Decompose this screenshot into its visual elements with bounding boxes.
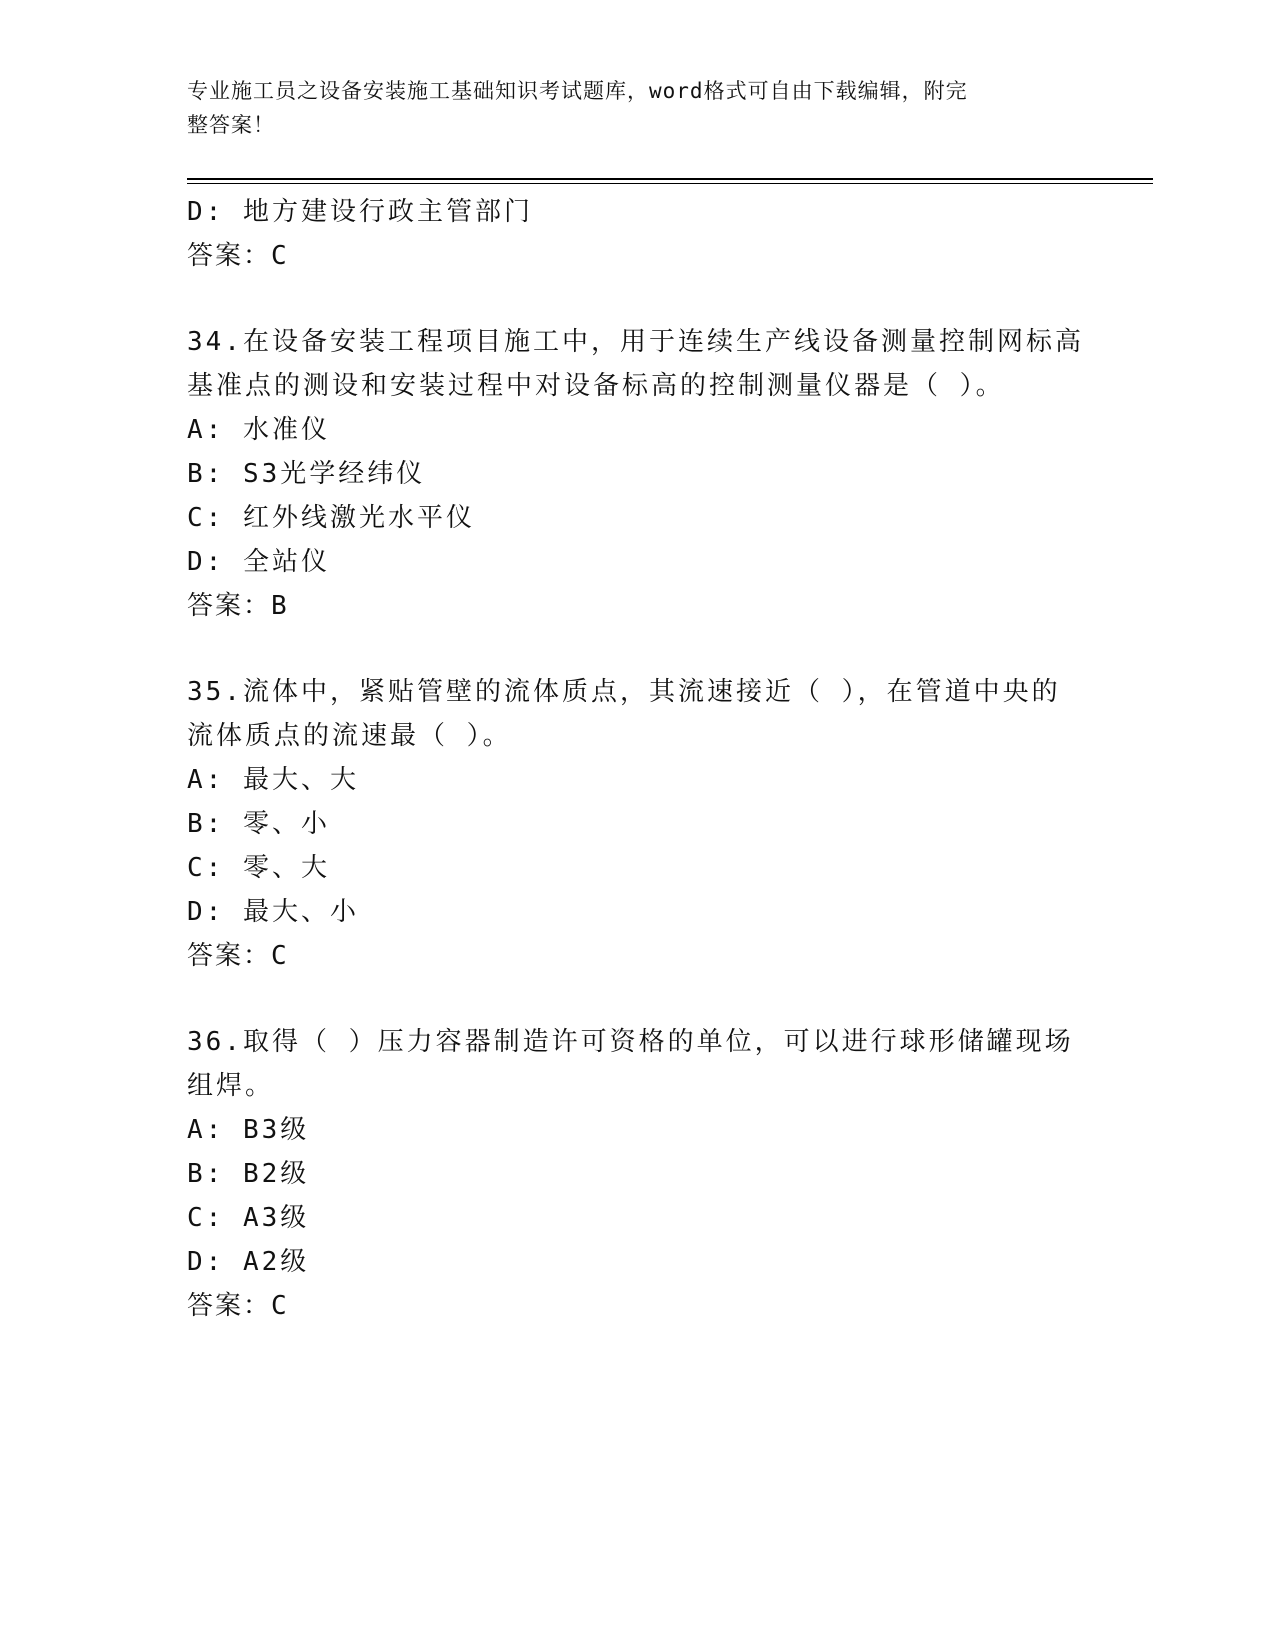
question-34-option-b: B: S3光学经纬仪 bbox=[187, 459, 426, 489]
header-divider-thick bbox=[187, 178, 1153, 180]
document-header bbox=[187, 74, 1087, 142]
question-34-option-a: A: 水准仪 bbox=[187, 415, 330, 445]
question-36-option-d: D: A2级 bbox=[187, 1247, 310, 1277]
question-35-option-d: D: 最大、小 bbox=[187, 897, 359, 927]
question-35-option-a: A: 最大、大 bbox=[187, 765, 359, 795]
question-35-option-c: C: 零、大 bbox=[187, 853, 330, 883]
question-36-option-c: C: A3级 bbox=[187, 1203, 310, 1233]
question-36-answer: 答案：C bbox=[187, 1291, 289, 1321]
question-36-option-a: A: B3级 bbox=[187, 1115, 310, 1145]
question-34-stem-line-2: 基准点的测设和安装过程中对设备标高的控制测量仪器是（ ）。 bbox=[187, 371, 1005, 401]
question-36-stem-line-2: 组焊。 bbox=[187, 1071, 275, 1101]
question-34-answer: 答案：B bbox=[187, 591, 289, 621]
question-34-option-c: C: 红外线激光水平仪 bbox=[187, 503, 475, 533]
question-35-stem-line-1: 35.流体中，紧贴管壁的流体质点，其流速接近（ ），在管道中央的 bbox=[187, 677, 1061, 707]
question-36-stem-line-1: 36.取得（ ）压力容器制造许可资格的单位，可以进行球形储罐现场 bbox=[187, 1027, 1074, 1057]
prev-answer: 答案：C bbox=[187, 241, 289, 271]
header-line-1: 专业施工员之设备安装施工基础知识考试题库，word格式可自由下载编辑，附完 bbox=[187, 79, 968, 103]
question-34-stem-line-1: 34.在设备安装工程项目施工中，用于连续生产线设备测量控制网标高 bbox=[187, 327, 1084, 357]
question-36-option-b: B: B2级 bbox=[187, 1159, 310, 1189]
question-34-option-d: D: 全站仪 bbox=[187, 547, 330, 577]
header-line-2: 整答案！ bbox=[187, 113, 275, 137]
header-divider-thin bbox=[187, 183, 1153, 184]
question-35-answer: 答案：C bbox=[187, 941, 289, 971]
question-35-stem-line-2: 流体质点的流速最（ ）。 bbox=[187, 721, 512, 751]
question-35-option-b: B: 零、小 bbox=[187, 809, 330, 839]
prev-option-d: D: 地方建设行政主管部门 bbox=[187, 197, 533, 227]
